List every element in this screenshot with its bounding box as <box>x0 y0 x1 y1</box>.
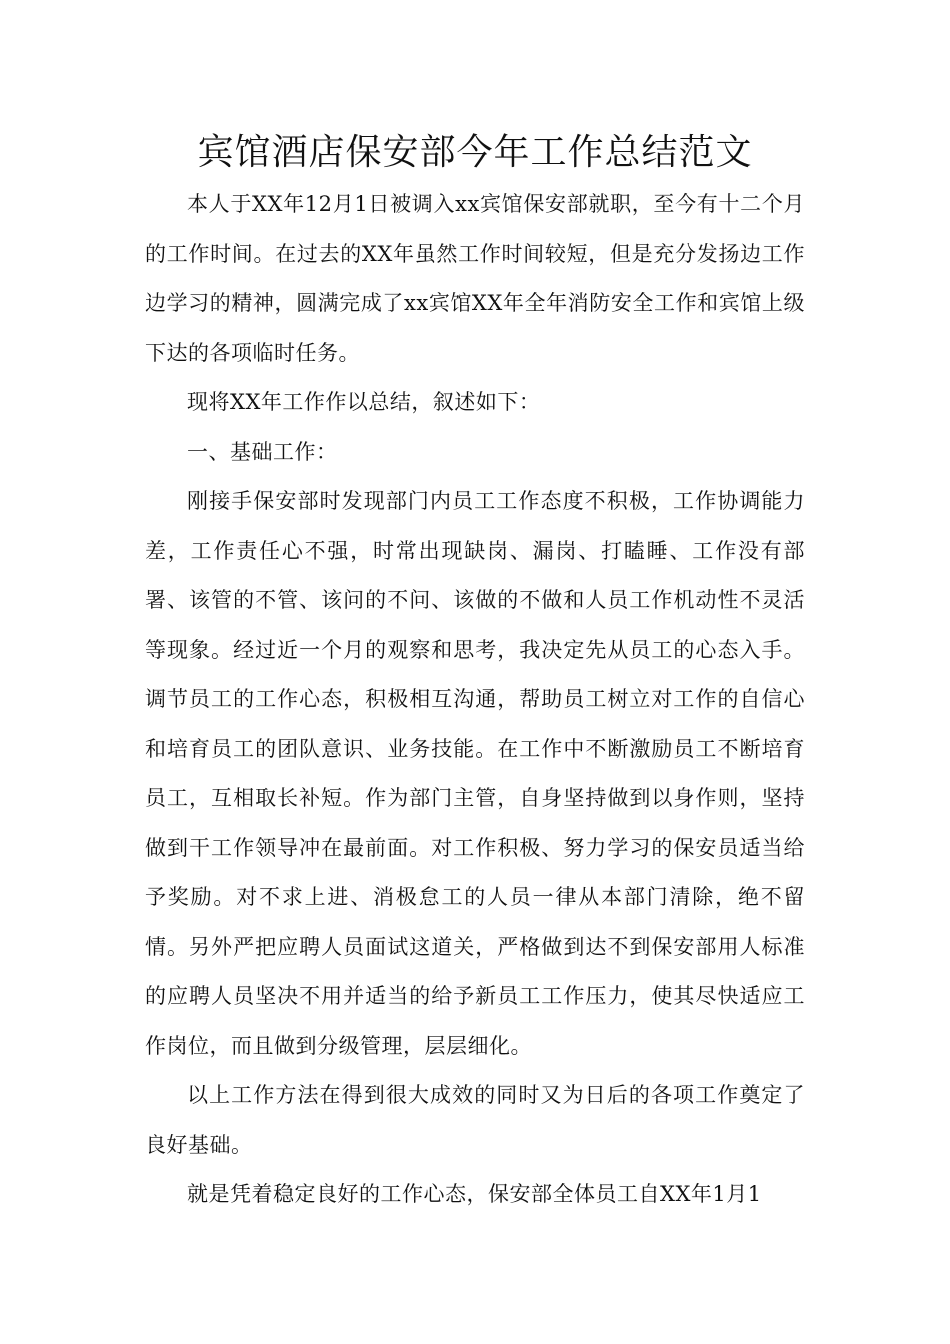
paragraph-continuation: 就是凭着稳定良好的工作心态，保安部全体员工自XX年1月1 <box>187 1182 762 1206</box>
document-title: 宾馆酒店保安部今年工作总结范文 <box>197 132 753 173</box>
paragraph-intro: 本人于XX年12月1日被调入xx宾馆保安部就职，至今有十二个月的工作时间。在过去的XX年虽然工作时间较短，但是充分发扬边工作边学习的精神，圆满完成了xx宾馆XX年全年消防安全工作和宾馆上级下达的各项临时任务。 <box>145 192 805 365</box>
paragraph-summary-lead: 现将XX年工作作以总结，叙述如下： <box>187 390 541 414</box>
document-body <box>145 180 805 1220</box>
paragraph-results: 以上工作方法在得到很大成效的同时又为日后的各项工作奠定了良好基础。 <box>145 1083 805 1157</box>
section-heading-basic-work: 一、基础工作： <box>187 439 338 464</box>
paragraph-basic-work: 刚接手保安部时发现部门内员工工作态度不积极，工作协调能力差，工作责任心不强，时常出现缺岗、漏岗、打瞌睡、工作没有部署、该管的不管、该问的不问、该做的不做和人员工作机动性不灵活等现象。经过近一个月的观察和思考，我决定先从员工的心态入手。调节员工的工作心态，积极相互沟通，帮助员工树立对工作的自信心和培育员工的团队意识、业务技能。在工作中不断激励员工不断培育员工，互相取长补短。作为部门主管，自身坚持做到以身作则，坚持做到干工作领导冲在最前面。对工作积极、努力学习的保安员适当给予奖励。对不求上进、消极怠工的人员一律从本部门清除，绝不留情。另外严把应聘人员面试这道关，严格做到达不到保安部用人标准的应聘人员坚决不用并适当的给予新员工工作压力，使其尽快适应工作岗位，而且做到分级管理，层层细化。 <box>145 489 805 1058</box>
